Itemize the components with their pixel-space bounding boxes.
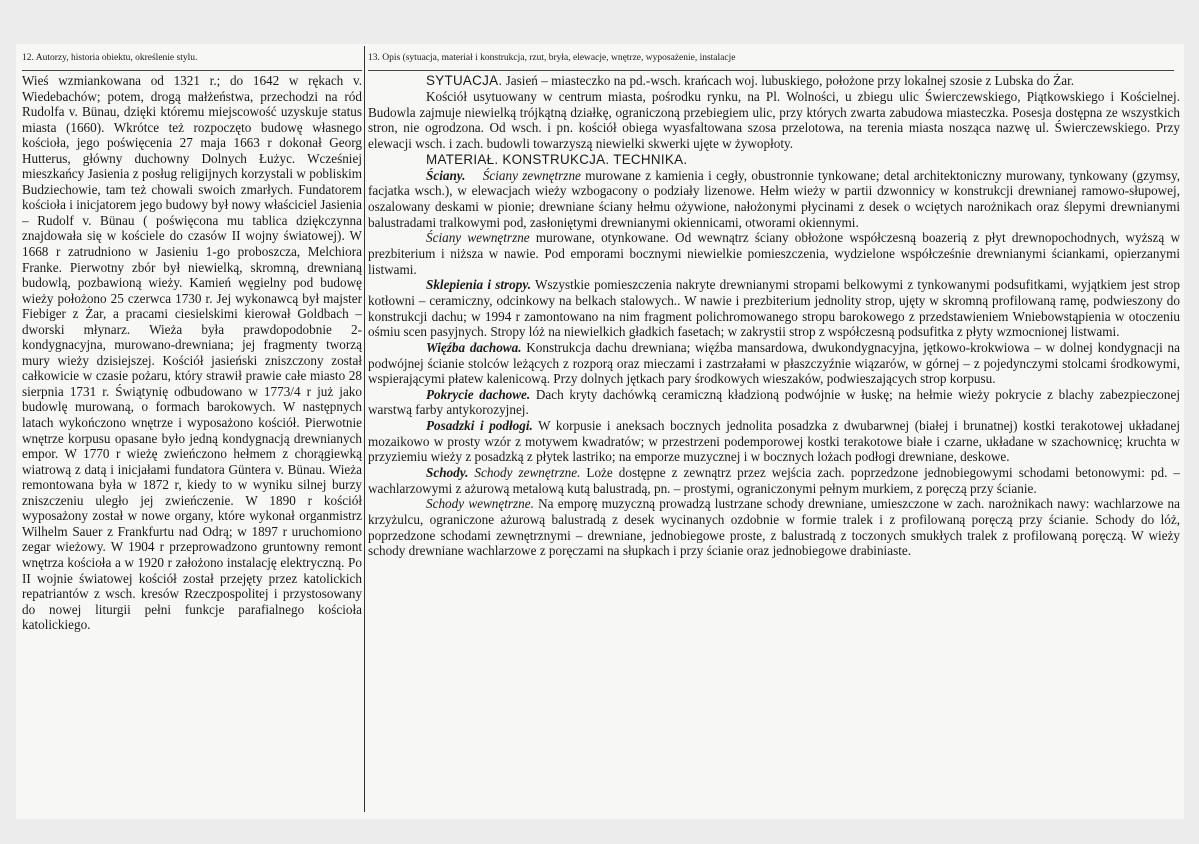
- right-column: [368, 50, 1180, 812]
- column-divider: [364, 46, 365, 812]
- left-column: [22, 50, 362, 812]
- schody-zew-text: Loże dostępne z zewnątrz przez wejścia zach. poprzedzone jednobiegowymi schodami betonowymi: pd. – wachlarzowymi z ażurową metalową kutą balustradą, pn. – prostymi, ograniczonymi pełnym murkiem, z poręczą przy ścianie.: [368, 465, 1180, 496]
- sciany-wew-label: Ściany wewnętrzne: [426, 230, 530, 246]
- wiezba-label: Więźba dachowa.: [426, 339, 522, 355]
- posadzki-text: W korpusie i aneksach bocznych jednolita posadzka z dwubarwnej (białej i brunatnej) kostki terakotowej układanej mozaikowo w prosty wzór z motywem kwadratów; w przestrzeni podemporowej kostki terakotowe białe i czarne, układane w szachownicę; kruchta w przyziemiu wieży z posadzką z płytek lastriko; na emporze muzycznej i w bocznych lożach podłogi drewniane, deskowe.: [368, 418, 1180, 465]
- material-heading: MATERIAŁ. KONSTRUKCJA. TECHNIKA.: [426, 151, 688, 167]
- sciany-label: Ściany.: [426, 167, 466, 183]
- sytuacja-heading: SYTUACJA.: [426, 73, 503, 88]
- schody-wew-label: Schody wewnętrzne.: [426, 496, 534, 512]
- history-text: Wieś wzmiankowana od 1321 r.; do 1642 w rękach v. Wiedebachów; potem, drogą małżeństwa, przechodzi na ród Rudolfa v. Bünau, dzięki któremu miejscowość uzyskuje status miasta (1660). Wkrótce też rozpoczęto budowę własnego kościoła, jego poświęcenia 27 maja 1663 r dokonał Georg Hutterus, główny duchowny Dolnych Łużyc. Wcześniej mieszkańcy Jasienia z posług religijnych korzystali w pobliskim Budziechowie, tam też chowali swoich zmarłych. Fundatorem kościoła i inicjatorem jego budowy był nowy właściciel Jasienia – Rudolf v. Bünau ( poświęcona mu tablica dziękczynna znajdowała się w kościele do czasów II wojny światowej). W 1668 r zatrudniono w Jasieniu 1-go proboszcza, Melchiora Franke. Pierwotny zbór był niewielką, skromną, drewnianą budowlą, pozbawioną wieży. Kamień węgielny pod budowę wieży położono 25 czerwca 1730 r. Jej wykonawcą był majster Fiebiger z Żar, a pracami ciesielskimi kierował Goldbach – dworski młynarz. Wieża była prawdopodobnie 2-kondygnacyjna, murowano-drewniana; jej fragmenty tworzą mury wieży dzisiejszej. Kościół jasieński zniszczony został całkowicie w czasie pożaru, który strawił prawie całe miasto 28 sierpnia 1731 r. Świątynię odbudowano w 1773/4 r już jako budowlę murowaną, o formach barokowych. W następnych latach wykończono wnętrze i wyposażono kościół. Pierwotnie wnętrze korpusu opasane było jedną kondygnacją drewnianych empor. W 1770 r wieżę zwieńczono hełmem z chorągiewką wiatrową z datą i inicjałami fundatora Güntera v. Bünau. Wieża remontowana była w 1872 r, kiedy to w wyniku silnej burzy zniszczeniu uległo jej zwieńczenie. W 1890 r kościół wyposażony został w nowe organy, które wykonał organmistrz Wilhelm Sauer z Frankfurtu nad Odrą; w 1897 r uruchomiono zegar wieżowy. W 1904 r przeprowadzono gruntowny remont wnętrza kościoła a w 1920 r założono instalację elektryczną. Po II wojnie światowej kościół został przejęty przez katolickich repatriantów z wsch. kresów Rzeczpospolitej i przystosowany do nowej liturgii pełni funkcje parafialnego kościoła katolickiego.: [22, 73, 362, 633]
- schody-wew-paragraph: [368, 496, 1180, 559]
- sciany-paragraph: [368, 168, 1180, 231]
- sciany-wew-text: murowane, otynkowane. Od wewnątrz ściany obłożone współczesną boazerią z płyt drewnopochodnych, wyższą w prezbiterium i niższa w nawie. Pod emporami bocznymi niewielkie pomieszczenia, wydzielone współcześnie drewnianymi ściankami, opierzanymi listwami.: [368, 230, 1180, 277]
- wiezba-text: Konstrukcja dachu drewniana; więźba mansardowa, dwukondygnacyjna, jętkowo-krokwiowa – w dolnej kondygnacji na podwójnej ścianie stolców leżących z rozporą oraz mieczami i zastrzałami w płaszczyźnie wiązarów, w górnej – z pojedynczymi stolcami środkowymi, wspierającymi płatew kalenicową. Przy dolnych jętkach pary środkowych wieszaków, podwieszających strop korpusu.: [368, 339, 1180, 387]
- sytuacja-text: Jasień – miasteczko na pd.-wsch. krańcach woj. lubuskiego, położone przy lokalnej szosie z Lubska do Żar.: [502, 73, 1075, 88]
- sciany-wew-paragraph: [368, 230, 1180, 277]
- pokrycie-label: Pokrycie dachowe.: [426, 386, 531, 402]
- pokrycie-paragraph: [368, 387, 1180, 418]
- posadzki-label: Posadzki i podłogi.: [426, 418, 533, 434]
- posadzki-paragraph: [368, 418, 1180, 465]
- schody-wew-text: Na emporę muzyczną prowadzą lustrzane schody drewniane, umieszczone w zach. narożnikach nawy: wachlarzowe na krzyżulcu, ograniczone ażurową balustradą z desek wycinanych ozdobnie w formie tralek i z profilowaną poręczą przy ścianie. Schody do lóż, poprzedzone schodami zewnętrznymi – drewniane, jednobiegowe proste, z balustradą z toczonych smukłych tralek z profilowaną poręczą. W wieży schody drewniane wachlarzowe z poręczami na słupkach i przy ścianie oraz jednobiegowe drabiniaste.: [368, 496, 1180, 559]
- sciany-zew-text: murowane z kamienia i cegły, obustronnie tynkowane; detal architektoniczny murowany, tynkowany (gzymsy, facjatka wsch.), w elewacjach wieży wzbogacony o podziały lizenowe. Hełm wieży w partii dzwonnicy w konstrukcji drewnianej ramowo-słupowej, oszalowany deskami w pionie; drewniane ściany hełmu ożywione, nałożonymi płycinami z desek o wciętych narożnikach oraz ślepymi drewnianymi balustradami tralkowymi pod, zasłoniętymi drewnianymi okiennicami, otworami okiennymi.: [368, 167, 1180, 230]
- sklepienia-paragraph: [368, 277, 1180, 340]
- schody-zew-label: Schody zewnętrzne.: [474, 465, 581, 481]
- sytuacja-paragraph: [368, 73, 1180, 89]
- sciany-zew-label: Ściany zewnętrzne: [482, 167, 581, 183]
- wiezba-paragraph: [368, 340, 1180, 387]
- sytuacja-paragraph-2: Kościół usytuowany w centrum miasta, pośrodku rynku, na Pl. Wolności, u zbiegu ulic Świerczewskiego, Piątkowskiego i Kościelnej. Budowla zajmuje niewielką trójkątną działkę, ograniczoną przebiegiem ulic, przy których zwarta zabudowa miasteczka. Posesja dostępna ze wszystkich stron, nie ogrodzona. Od wsch. i pn. kościół obiega wyasfaltowana szosa przelotowa, na terenia miasta nosząca nazwę ul. Świerczewskiego. Przy elewacji wsch. i zach. budowli towarzyszą niewielki skwerki ujęte w żywopłoty.: [368, 89, 1180, 151]
- sklepienia-label: Sklepienia i stropy.: [426, 277, 531, 293]
- right-column-header: 13. Opis (sytuacja, materiał i konstrukcja, rzut, bryła, elewacje, wnętrze, wyposażenie, instalacje: [368, 53, 736, 63]
- schody-label: Schody.: [426, 465, 469, 481]
- left-column-header: 12. Autorzy, historia obiektu, określenie stylu.: [22, 53, 198, 63]
- schody-paragraph: [368, 465, 1180, 496]
- pokrycie-text: Dach kryty dachówką ceramiczną kładzioną podwójnie w łuskę; na hełmie wieży pokrycie z blachy zabezpieczonej warstwą farby antykorozyjnej.: [368, 386, 1180, 418]
- sklepienia-text: Wszystkie pomieszczenia nakryte drewnianymi stropami belkowymi z tynkowanymi podsufitkami, wyjątkiem jest strop kotłowni – ceramiczny, odcinkowy na belkach stalowych.. W nawie i prezbiterium jednolity strop, ujęty w skromną profilowaną ramę, podwieszony do konstrukcji dachu; w 1994 r zamontowano na nim fragment polichromowanego stropu barokowego z przedstawieniem Wniebowstąpienia w otoczeniu ośmiu scen pasyjnych. Stropy lóż na niewielkich gładkich fasetach; w zakrystii strop z współczesną podsufitka z płyty wzmocnionej listwami.: [368, 277, 1180, 340]
